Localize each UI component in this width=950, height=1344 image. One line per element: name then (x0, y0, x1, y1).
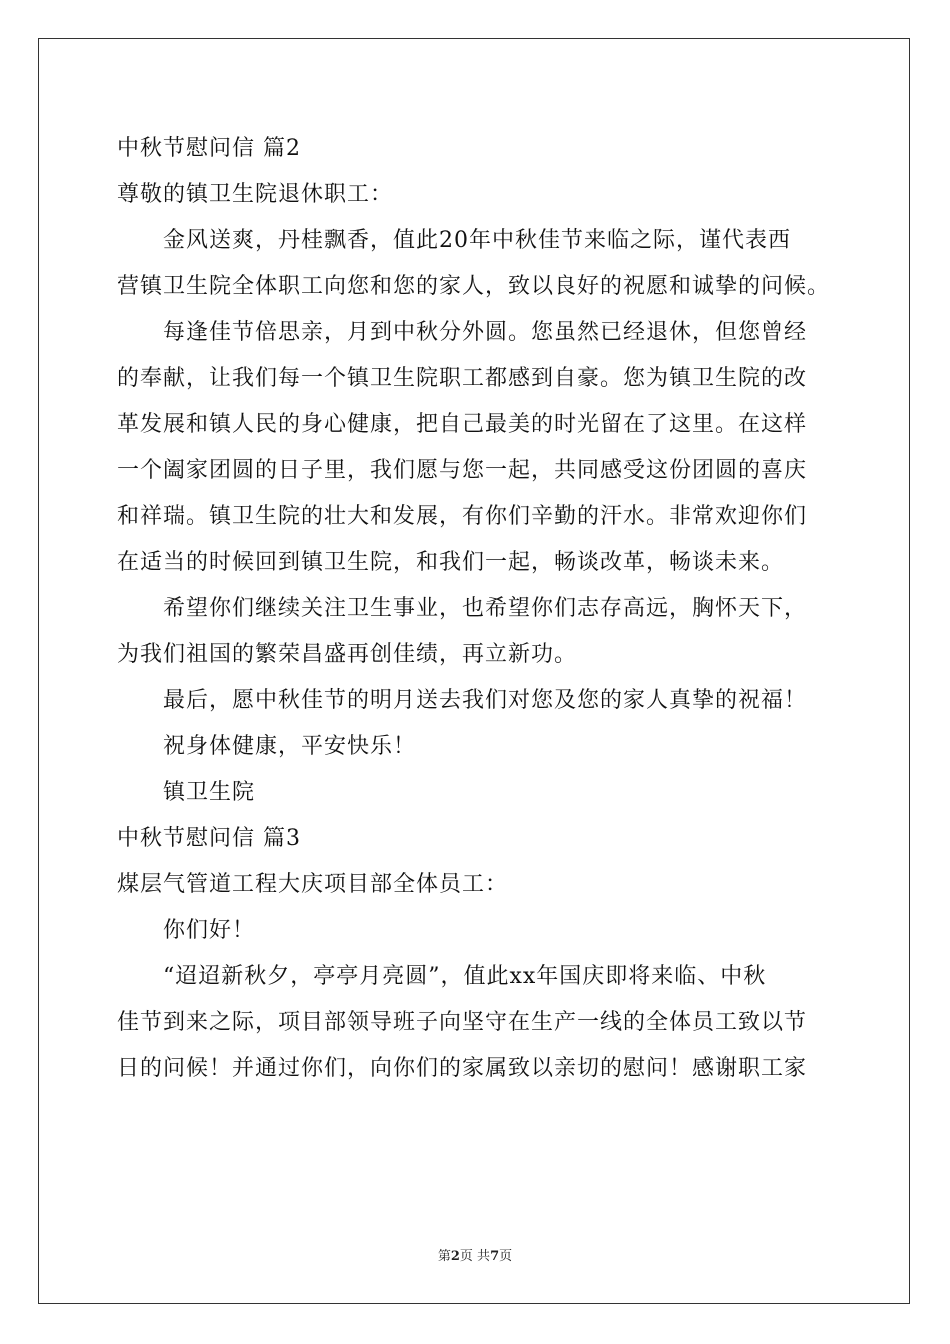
footer-total-pages: 7 (490, 1249, 500, 1264)
text-line: 日的问候！并通过你们，向你们的家属致以亲切的慰问！感谢职工家 (117, 1056, 808, 1081)
text-line: 希望你们继续关注卫生事业，也希望你们志存高远，胸怀天下， (163, 596, 808, 621)
footer-current-page: 2 (450, 1249, 460, 1264)
text-line: 你们好！ (163, 918, 256, 943)
text-line: 中秋节慰问信 篇2 (117, 136, 301, 161)
text-line: 尊敬的镇卫生院退休职工： (117, 182, 394, 207)
text-line: 一个阖家团圆的日子里，我们愿与您一起，共同感受这份团圆的喜庆 (117, 458, 808, 483)
text-line: 佳节到来之际，项目部领导班子向坚守在生产一线的全体员工致以节 (117, 1010, 808, 1035)
text-line: 的奉献，让我们每一个镇卫生院职工都感到自豪。您为镇卫生院的改 (117, 366, 808, 391)
text-line: 最后，愿中秋佳节的明月送去我们对您及您的家人真挚的祝福！ (163, 688, 808, 713)
footer-suffix: 页 (499, 1249, 513, 1264)
text-line: “迢迢新秋夕，亭亭月亮圆”，值此xx年国庆即将来临、中秋 (163, 964, 767, 989)
document-body (117, 126, 839, 1092)
text-line: 在适当的时候回到镇卫生院，和我们一起，畅谈改革，畅谈未来。 (117, 550, 785, 575)
text-line: 金风送爽，丹桂飘香，值此20年中秋佳节来临之际，谨代表西 (163, 228, 791, 253)
text-line: 镇卫生院 (163, 780, 256, 805)
footer-prefix: 第 (437, 1249, 451, 1264)
text-line: 祝身体健康，平安快乐！ (163, 734, 417, 759)
footer-middle: 页 共 (459, 1249, 491, 1264)
text-line: 营镇卫生院全体职工向您和您的家人，致以良好的祝愿和诚挚的问候。 (117, 274, 831, 299)
text-line: 和祥瑞。镇卫生院的壮大和发展，有你们辛勤的汗水。非常欢迎你们 (117, 504, 808, 529)
text-line: 每逢佳节倍思亲，月到中秋分外圆。您虽然已经退休，但您曾经 (163, 320, 808, 345)
text-line: 中秋节慰问信 篇3 (117, 826, 301, 851)
text-line: 革发展和镇人民的身心健康，把自己最美的时光留在了这里。在这样 (117, 412, 808, 437)
page-footer (0, 1248, 950, 1266)
text-line: 煤层气管道工程大庆项目部全体员工： (117, 872, 509, 897)
text-line: 为我们祖国的繁荣昌盛再创佳绩，再立新功。 (117, 642, 578, 667)
